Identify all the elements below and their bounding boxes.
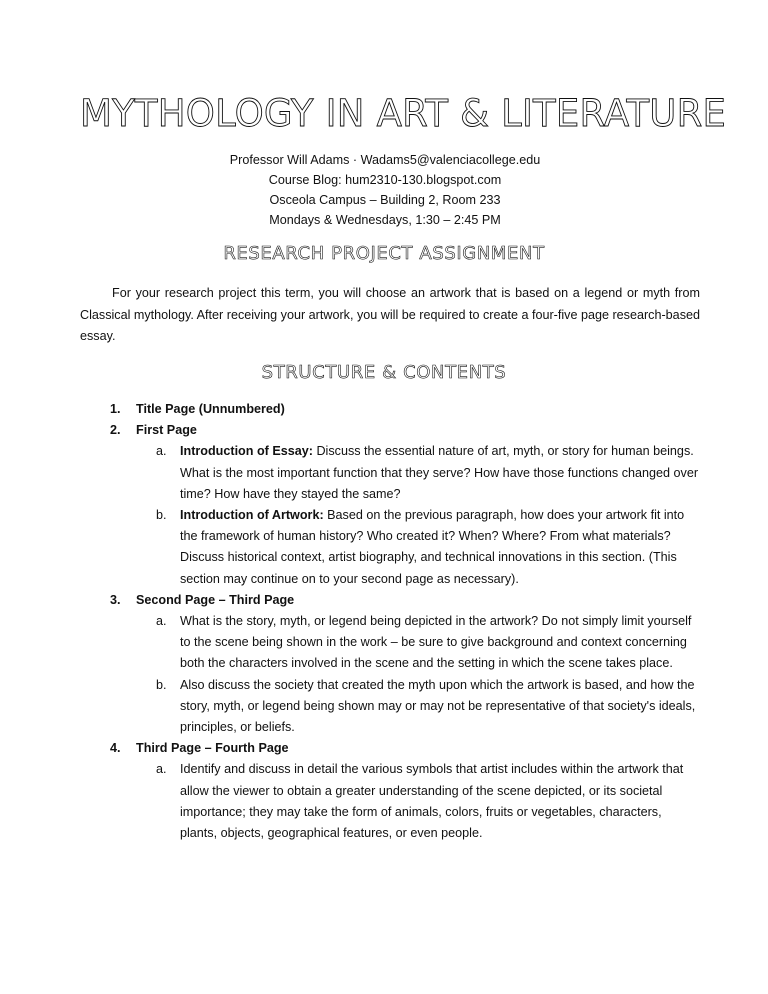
intro-paragraph (80, 283, 700, 348)
document-title: MYTHOLOGY IN ART & LITERATURE (80, 92, 727, 135)
course-header (150, 150, 620, 230)
header-professor-line: Professor Will Adams · Wadams5@valenciacollege.edu (229, 153, 541, 167)
outline-item (80, 590, 700, 611)
subitem-text: Discuss the essential nature of art, myth, or story for human beings. What is the most important function that they serve? How have those functions changed over time? How have they stayed the same? (180, 444, 699, 501)
item-number: 2. (110, 423, 121, 438)
item-title: First Page (136, 423, 197, 438)
outline-item (80, 738, 700, 759)
outline-subitem (80, 759, 700, 844)
subitem-letter: b. (156, 677, 167, 692)
subitem-lead: Introduction of Essay: (180, 444, 313, 459)
subitem-text: Identify and discuss in detail the various symbols that artist includes within the artwork that allow the viewer to obtain a greater understanding of the scene depicted, or its societal importance; they may take the form of animals, colors, fruits or vegetables, characters, plants, objects, geographical features, or even people. (180, 762, 684, 841)
header-schedule-line: Mondays & Wednesdays, 1:30 – 2:45 PM (269, 213, 501, 227)
outline-item (80, 420, 700, 441)
subitem-lead: Introduction of Artwork: (180, 508, 324, 523)
subitem-text: What is the story, myth, or legend being depicted in the artwork? Do not simply limit yourself to the scene being shown in the work – be sure to give background and context concerning both the characters involved in the scene and the setting in which the scene takes place. (180, 614, 692, 671)
item-number: 1. (110, 402, 121, 416)
subitem-letter: a. (156, 614, 167, 629)
outline-subitem (80, 441, 700, 505)
item-title: Second Page – Third Page (136, 592, 295, 607)
outline-subitem (80, 611, 700, 675)
outline-subitem (80, 675, 700, 739)
subitem-text: Based on the previous paragraph, how does your artwork fit into the framework of human history? Who created it? When? Where? From what materials? Discuss historical context, artist biography, and technical innovations in this section. (This section may continue on to your second page as necessary). (180, 508, 685, 586)
item-number: 3. (110, 592, 121, 607)
structure-outline (80, 399, 700, 844)
item-title: Title Page (Unnumbered) (136, 402, 285, 416)
outline-subitem (80, 505, 700, 590)
header-blog-line: Course Blog: hum2310-130.blogspot.com (268, 173, 502, 187)
research-heading: RESEARCH PROJECT ASSIGNMENT (223, 243, 545, 264)
subitem-text: Also discuss the society that created the myth upon which the artwork is based, and how the story, myth, or legend being shown may or may not be representative of that society's ideals, principles, or beliefs. (180, 677, 696, 735)
subitem-letter: a. (156, 762, 167, 777)
item-number: 4. (110, 741, 121, 756)
subitem-letter: a. (156, 444, 167, 459)
outline-item (80, 399, 700, 420)
structure-heading: STRUCTURE & CONTENTS (261, 362, 507, 383)
subitem-letter: b. (156, 508, 167, 523)
header-location-line: Osceola Campus – Building 2, Room 233 (269, 193, 501, 207)
item-title: Third Page – Fourth Page (136, 741, 289, 756)
intro-text: For your research project this term, you will choose an artwork that is based on a legend or myth from Classical mythology. After receiving your artwork, you will be required to create a four-five page research-based essay. (80, 286, 700, 343)
